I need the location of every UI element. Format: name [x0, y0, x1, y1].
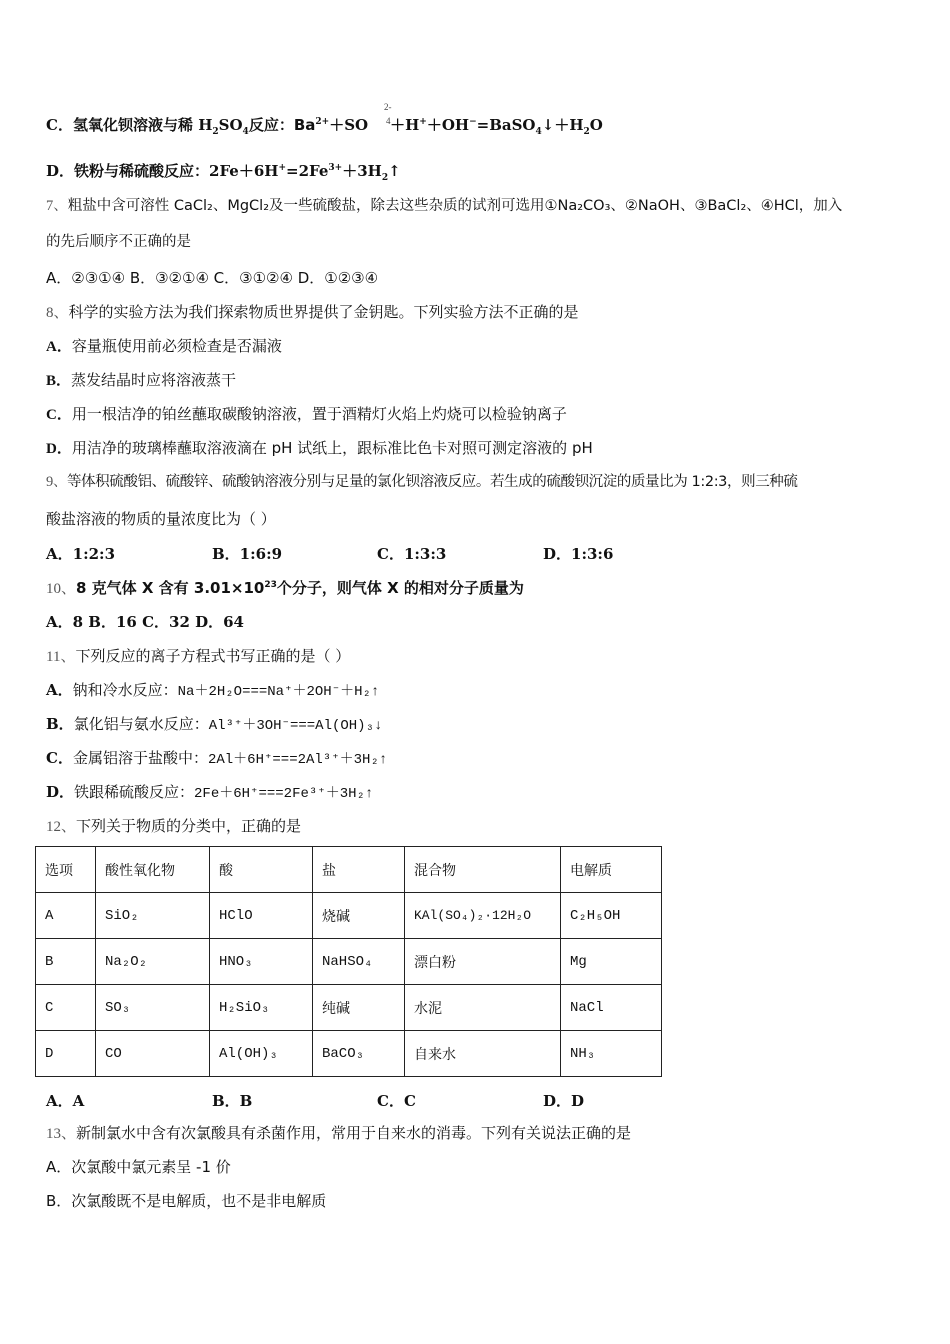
table-cell: 纯碱	[313, 985, 405, 1031]
q8-option-a: A．容量瓶使用前必须检查是否漏液	[46, 337, 282, 355]
q12-option-c: C．C	[377, 1092, 416, 1110]
equation: 2Al＋6H⁺===2Al³⁺＋3H₂↑	[207, 752, 388, 768]
q9-stem-line2: 酸盐溶液的物质的量浓度比为（ ）	[46, 510, 276, 528]
question-text: 粗盐中含可溶性 CaCl₂、MgCl₂及一些硫酸盐，除去这些杂质的试剂可选用①Na₂CO₃、②NaOH、③BaCl₂、④HCl，加入	[67, 198, 843, 214]
q7-stem-line2: 的先后顺序不正确的是	[46, 234, 191, 250]
option-text: 用洁净的玻璃棒蘸取溶液滴在 pH 试纸上，跟标准比色卡对照可测定溶液的 pH	[71, 439, 593, 457]
table-header-cell: 选项	[36, 847, 96, 893]
q13-option-a: A．次氯酸中氯元素呈 -1 价	[46, 1158, 231, 1176]
table-header-cell: 酸	[210, 847, 313, 893]
subscript: 2	[381, 173, 389, 183]
table-cell: Na₂O₂	[96, 939, 210, 985]
q11-option-d	[46, 782, 373, 804]
option-text: 氯化铝与氨水反应：	[73, 715, 209, 733]
q11-option-b	[46, 714, 382, 736]
table-row	[36, 1031, 662, 1077]
formula-part: ＋H	[390, 116, 420, 134]
q6-option-d	[46, 161, 401, 181]
q10-options: A．8 B．16 C．32 D．64	[46, 613, 244, 631]
formula-part: ＋3H	[342, 162, 382, 180]
option-text: 钠和冷水反应：	[72, 681, 178, 699]
superscript: 3+	[328, 163, 343, 173]
question-text: 下列反应的离子方程式书写正确的是（ ）	[75, 647, 351, 665]
q8-option-d: D．用洁净的玻璃棒蘸取溶液滴在 pH 试纸上，跟标准比色卡对照可测定溶液的 pH	[46, 439, 593, 457]
option-label: D．	[46, 162, 75, 180]
table-cell: A	[36, 893, 96, 939]
question-number: 11、	[46, 649, 76, 665]
q12-option-a: A．A	[46, 1092, 85, 1110]
formula-part: 反应：Ba	[248, 116, 316, 134]
table-row	[36, 939, 662, 985]
equation: 2Fe＋6H⁺===2Fe³⁺＋3H₂↑	[194, 786, 374, 802]
superscript: −	[469, 117, 477, 127]
option-label: A．	[46, 681, 73, 699]
table-cell: D	[36, 1031, 96, 1077]
table-cell: BaCO₃	[313, 1031, 405, 1077]
option-text: 氢氧化钡溶液与稀	[72, 116, 199, 134]
option-label: B．	[46, 715, 74, 733]
subscript: 2	[212, 127, 219, 137]
table-header-row	[36, 847, 662, 893]
formula-part: 2Fe＋6H	[209, 162, 279, 180]
table-row	[36, 985, 662, 1031]
formula-part: O	[589, 116, 603, 134]
formula-part: ＋SO	[329, 116, 369, 134]
q12-stem	[46, 816, 301, 837]
table-cell: H₂SiO₃	[210, 985, 313, 1031]
table-row	[36, 893, 662, 939]
question-number: 9、	[46, 474, 67, 490]
equation: Al³⁺＋3OH⁻===Al(OH)₃↓	[208, 718, 383, 734]
q8-stem	[46, 302, 579, 323]
table-cell: 漂白粉	[405, 939, 561, 985]
table-cell: NaHSO₄	[313, 939, 405, 985]
q13-stem	[46, 1123, 631, 1144]
option-text: 蒸发结晶时应将溶液蒸干	[71, 371, 237, 389]
q7-options: A．②③①④ B．③②①④ C．③①②④ D．①②③④	[46, 269, 379, 287]
equation: Na＋2H₂O===Na⁺＋2OH⁻＋H₂↑	[177, 684, 380, 700]
question-text: 下列关于物质的分类中，正确的是	[76, 817, 302, 835]
formula-part: ↓＋H	[541, 116, 584, 134]
so4-charge: 2-	[384, 102, 392, 112]
classification-table	[35, 846, 662, 1077]
table-cell: KAl(SO₄)₂·12H₂O	[405, 893, 561, 939]
question-text: 等体积硫酸铝、硫酸锌、硫酸钠溶液分别与足量的氯化钡溶液反应。若生成的硫酸钡沉淀的质量比为 1:2:3，则三种硫	[66, 474, 798, 490]
table-cell: HNO₃	[210, 939, 313, 985]
formula-part: H	[198, 116, 213, 134]
table-cell: C	[36, 985, 96, 1031]
table-cell: NaCl	[561, 985, 662, 1031]
q8-option-b: B．蒸发结晶时应将溶液蒸干	[46, 371, 237, 389]
subscript: 4	[242, 127, 249, 137]
table-cell: 烧碱	[313, 893, 405, 939]
table-cell: 水泥	[405, 985, 561, 1031]
q10-stem	[46, 578, 524, 599]
superscript: +	[278, 163, 286, 173]
option-text: 金属铝溶于盐酸中：	[72, 749, 208, 767]
q13-option-b: B．次氯酸既不是电解质，也不是非电解质	[46, 1192, 327, 1210]
formula-part: =2Fe	[286, 162, 329, 180]
q11-option-a	[46, 680, 379, 702]
table-header-cell: 酸性氧化物	[96, 847, 210, 893]
q9-option-c: C．1:3:3	[377, 545, 447, 563]
formula-part: ＋OH	[426, 116, 470, 134]
table-cell: Mg	[561, 939, 662, 985]
table-cell: HClO	[210, 893, 313, 939]
q9-option-d: D．1:3:6	[543, 545, 614, 563]
formula-part: ↑	[388, 162, 401, 180]
formula-part: SO	[218, 116, 243, 134]
table-cell: Al(OH)₃	[210, 1031, 313, 1077]
option-text: 铁跟稀硫酸反应：	[74, 783, 195, 801]
option-label: D．	[46, 783, 75, 801]
table-cell: SO₃	[96, 985, 210, 1031]
q11-option-c	[46, 748, 387, 770]
q11-stem	[46, 646, 350, 667]
question-text: 8 克气体 X 含有 3.01×10	[76, 579, 265, 597]
formula-part: =BaSO	[476, 116, 536, 134]
table-cell: C₂H₅OH	[561, 893, 662, 939]
option-label: C．	[46, 749, 73, 767]
q9-option-b: B．1:6:9	[212, 545, 283, 563]
question-number: 13、	[46, 1126, 77, 1142]
question-number: 8、	[46, 305, 69, 321]
question-number: 10、	[46, 581, 77, 597]
exponent: 23	[264, 580, 277, 590]
q9-option-a: A．1:2:3	[46, 545, 116, 563]
question-text: 个分子，则气体 X 的相对分子质量为	[276, 579, 524, 597]
table-header-cell: 电解质	[561, 847, 662, 893]
option-label: C．	[46, 116, 73, 134]
question-number: 12、	[46, 819, 77, 835]
q7-stem-line1	[46, 196, 842, 216]
question-number: 7、	[46, 198, 68, 214]
option-text: 铁粉与稀硫酸反应：	[74, 162, 210, 180]
table-cell: SiO₂	[96, 893, 210, 939]
q6-option-c	[46, 115, 603, 135]
q9-stem-line1	[46, 472, 798, 492]
q8-option-c: C．用一根洁净的铂丝蘸取碳酸钠溶液，置于酒精灯火焰上灼烧可以检验钠离子	[46, 405, 567, 423]
question-text: 新制氯水中含有次氯酸具有杀菌作用，常用于自来水的消毒。下列有关说法正确的是	[76, 1124, 632, 1142]
subscript: 2	[583, 127, 590, 137]
table-cell: 自来水	[405, 1031, 561, 1077]
table-cell: CO	[96, 1031, 210, 1077]
question-text: 科学的实验方法为我们探索物质世界提供了金钥匙。下列实验方法不正确的是	[68, 303, 579, 321]
table-header-cell: 盐	[313, 847, 405, 893]
option-text: 用一根洁净的铂丝蘸取碳酸钠溶液，置于酒精灯火焰上灼烧可以检验钠离子	[71, 405, 567, 423]
table-cell: NH₃	[561, 1031, 662, 1077]
table-header-cell: 混合物	[405, 847, 561, 893]
superscript: 2+	[315, 117, 330, 127]
subscript: 4	[535, 127, 542, 137]
q12-option-b: B．B	[212, 1092, 253, 1110]
superscript: +	[419, 117, 427, 127]
q12-option-d: D．D	[543, 1092, 585, 1110]
table-cell: B	[36, 939, 96, 985]
option-text: 容量瓶使用前必须检查是否漏液	[71, 337, 282, 355]
so4-subscript: 4	[386, 116, 391, 126]
